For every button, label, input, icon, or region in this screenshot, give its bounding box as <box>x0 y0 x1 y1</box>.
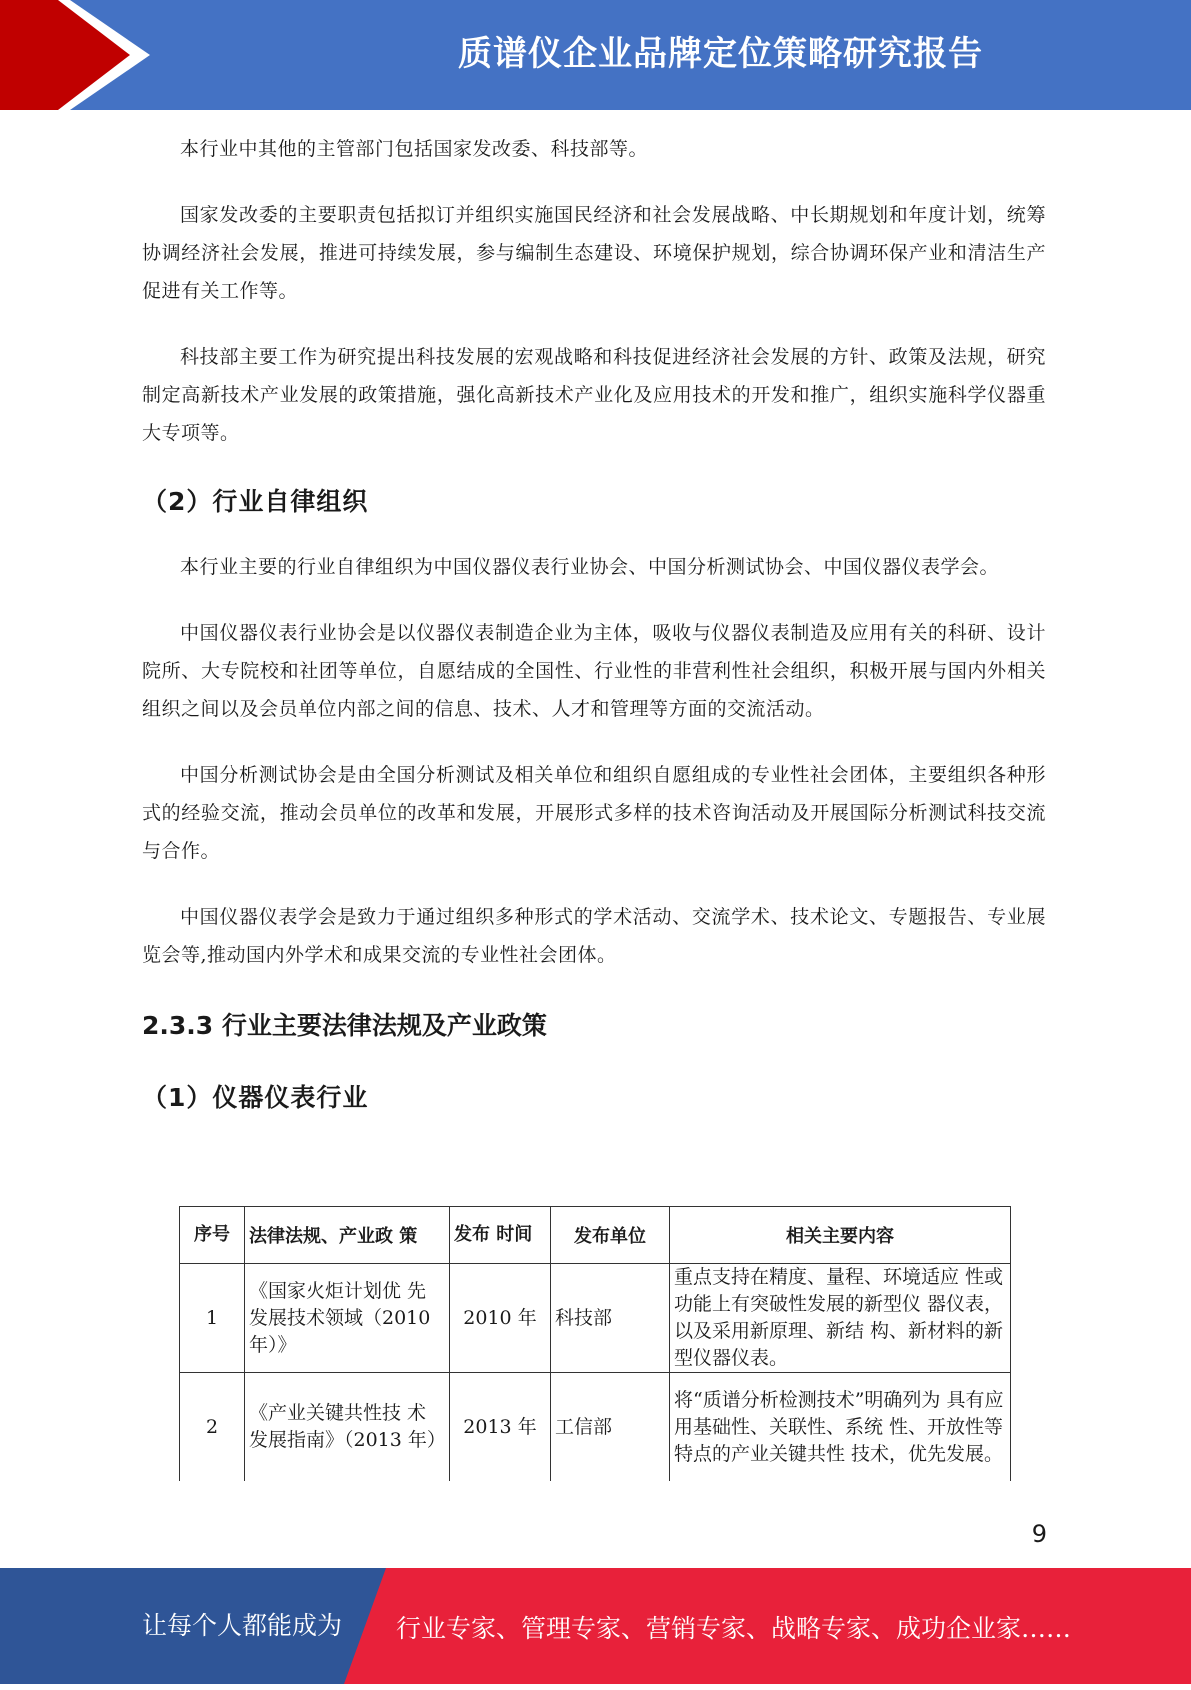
cell-law: 《产业关键共性技 术发展指南》（2013 年） <box>245 1373 450 1482</box>
footer-slogan-right: 行业专家、管理专家、营销专家、战略专家、成功企业家…… <box>396 1614 1072 1643</box>
page-content <box>142 130 1046 1116</box>
page-footer <box>0 1568 1191 1684</box>
paragraph: 中国分析测试协会是由全国分析测试及相关单位和组织自愿组成的专业性社会团体，主要组织各种形式的经验交流，推动会员单位的改革和发展，开展形式多样的技术咨询活动及开展国际分析测试科技交流与合作。 <box>142 764 1046 862</box>
header-law: 法律法规、产业政 策 <box>245 1207 450 1264</box>
cell-content: 将“质谱分析检测技术”明确列为 具有应用基础性、关联性、系统 性、开放性等特点的产业关键共性 技术，优先发展。 <box>670 1373 1011 1482</box>
cell-org: 科技部 <box>551 1264 670 1373</box>
cell-law: 《国家火炬计划优 先发展技术领域（2010 年）》 <box>245 1264 450 1373</box>
table-row <box>180 1373 1011 1482</box>
cell-num: 2 <box>180 1373 245 1482</box>
paragraph: 本行业中其他的主管部门包括国家发改委、科技部等。 <box>180 138 649 160</box>
subsection-heading: （2）行业自律组织 <box>142 487 369 516</box>
page-number: 9 <box>1031 1520 1047 1548</box>
paragraph: 国家发改委的主要职责包括拟订并组织实施国民经济和社会发展战略、中长期规划和年度计划，统筹协调经济社会发展，推进可持续发展，参与编制生态建设、环境保护规划，综合协调环保产业和清洁生产促进有关工作等。 <box>142 204 1046 302</box>
paragraph: 科技部主要工作为研究提出科技发展的宏观战略和科技促进经济社会发展的方针、政策及法规，研究制定高新技术产业发展的政策措施，强化高新技术产业化及应用技术的开发和推广，组织实施科学仪器重大专项等。 <box>142 346 1046 444</box>
page-header <box>0 0 1191 110</box>
subsection-heading: （1）仪器仪表行业 <box>142 1083 369 1112</box>
header-org: 发布单位 <box>551 1207 670 1264</box>
paragraph: 本行业主要的行业自律组织为中国仪器仪表行业协会、中国分析测试协会、中国仪器仪表学会。 <box>180 556 1000 578</box>
header-content: 相关主要内容 <box>670 1207 1011 1264</box>
paragraph: 中国仪器仪表学会是致力于通过组织多种形式的学术活动、交流学术、技术论文、专题报告、专业展览会等,推动国内外学术和成果交流的专业性社会团体。 <box>142 906 1046 966</box>
policy-table <box>179 1206 1011 1481</box>
cell-num: 1 <box>180 1264 245 1373</box>
footer-slogan-left: 让每个人都能成为 <box>142 1611 343 1640</box>
paragraph: 中国仪器仪表行业协会是以仪器仪表制造企业为主体，吸收与仪器仪表制造及应用有关的科研、设计院所、大专院校和社团等单位，自愿结成的全国性、行业性的非营利性社会组织，积极开展与国内外相关组织之间以及会员单位内部之间的信息、技术、人才和管理等方面的交流活动。 <box>142 622 1046 720</box>
cell-year: 2010 年 <box>450 1264 551 1373</box>
report-title: 质谱仪企业品牌定位策略研究报告 <box>458 34 983 74</box>
header-year: 发布 时间 <box>450 1207 551 1264</box>
header-num: 序号 <box>180 1207 245 1264</box>
table-row <box>180 1264 1011 1373</box>
section-heading: 2.3.3 行业主要法律法规及产业政策 <box>142 1011 547 1040</box>
cell-year: 2013 年 <box>450 1373 551 1482</box>
cell-content: 重点支持在精度、量程、环境适应 性或功能上有突破性发展的新型仪 器仪表，以及采用新原理、新结 构、新材料的新型仪器仪表。 <box>670 1264 1011 1373</box>
table-header-row <box>180 1207 1011 1264</box>
cell-org: 工信部 <box>551 1373 670 1482</box>
